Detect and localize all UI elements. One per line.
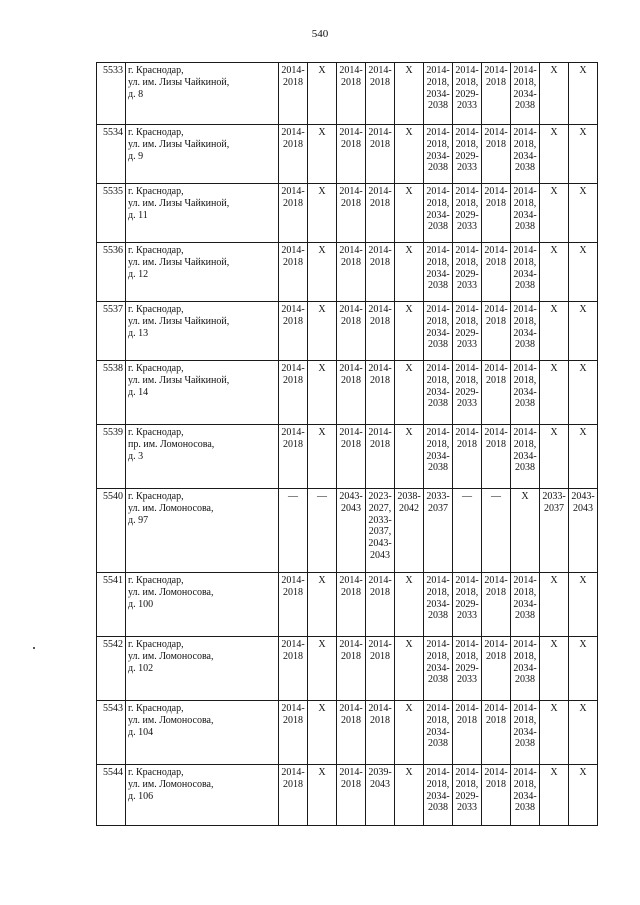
table-row	[97, 302, 598, 361]
address-cell: г. Краснодар, пр. им. Ломоносова, д. 3	[126, 425, 279, 489]
period-cell: 2014- 2018	[366, 573, 395, 637]
address-cell: г. Краснодар, ул. им. Лизы Чайкиной, д. 13	[126, 302, 279, 361]
period-cell: 2014- 2018	[337, 243, 366, 302]
period-cell: 2014- 2018	[366, 302, 395, 361]
period-cell: X	[308, 701, 337, 765]
period-cell: 2014- 2018	[337, 425, 366, 489]
period-cell: 2014- 2018	[279, 361, 308, 425]
period-cell: X	[308, 125, 337, 184]
row-number: 5544	[97, 765, 126, 826]
period-cell: 2014- 2018, 2034- 2038	[424, 701, 453, 765]
period-cell: X	[395, 361, 424, 425]
period-cell: 2039- 2043	[366, 765, 395, 826]
table-row	[97, 425, 598, 489]
period-cell: 2014- 2018	[366, 243, 395, 302]
period-cell: X	[395, 425, 424, 489]
period-cell: X	[540, 302, 569, 361]
period-cell: 2014- 2018	[337, 125, 366, 184]
period-cell: 2014- 2018	[279, 184, 308, 243]
period-cell: X	[569, 243, 598, 302]
period-cell: X	[569, 637, 598, 701]
period-cell: 2014- 2018, 2034- 2038	[511, 425, 540, 489]
period-cell: 2014- 2018	[337, 184, 366, 243]
period-cell: X	[569, 63, 598, 125]
period-cell: 2014- 2018, 2034- 2038	[424, 125, 453, 184]
period-cell: 2014- 2018, 2029- 2033	[453, 361, 482, 425]
period-cell: 2014- 2018	[279, 243, 308, 302]
period-cell: 2033- 2037	[540, 489, 569, 573]
period-cell: 2014- 2018	[366, 701, 395, 765]
period-cell: 2014- 2018	[482, 361, 511, 425]
period-cell: X	[540, 573, 569, 637]
period-cell: 2014- 2018, 2029- 2033	[453, 63, 482, 125]
period-cell: X	[540, 701, 569, 765]
row-number: 5536	[97, 243, 126, 302]
period-cell: 2014- 2018	[366, 361, 395, 425]
period-cell: 2014- 2018	[482, 184, 511, 243]
period-cell: X	[540, 184, 569, 243]
period-cell: X	[569, 184, 598, 243]
period-cell: X	[308, 184, 337, 243]
address-cell: г. Краснодар, ул. им. Лизы Чайкиной, д. 12	[126, 243, 279, 302]
table-row	[97, 701, 598, 765]
period-cell: 2014- 2018	[337, 361, 366, 425]
period-cell: —	[308, 489, 337, 573]
table-row	[97, 63, 598, 125]
address-cell: г. Краснодар, ул. им. Ломоносова, д. 106	[126, 765, 279, 826]
row-number: 5534	[97, 125, 126, 184]
period-cell: X	[540, 361, 569, 425]
period-cell: 2014- 2018	[482, 573, 511, 637]
period-cell: 2014- 2018	[279, 63, 308, 125]
period-cell: 2014- 2018	[453, 701, 482, 765]
period-cell: X	[569, 765, 598, 826]
period-cell: 2014- 2018	[482, 701, 511, 765]
period-cell: X	[395, 701, 424, 765]
table-row	[97, 125, 598, 184]
row-number: 5539	[97, 425, 126, 489]
period-cell: X	[569, 701, 598, 765]
period-cell: 2014- 2018, 2034- 2038	[424, 573, 453, 637]
table-row	[97, 243, 598, 302]
period-cell: X	[308, 637, 337, 701]
period-cell: 2014- 2018	[279, 125, 308, 184]
period-cell: 2014- 2018	[482, 425, 511, 489]
period-cell: 2014- 2018, 2034- 2038	[424, 184, 453, 243]
period-cell: X	[308, 302, 337, 361]
period-cell: 2014- 2018	[279, 701, 308, 765]
period-cell: X	[540, 425, 569, 489]
period-cell: 2014- 2018	[366, 425, 395, 489]
table-row	[97, 637, 598, 701]
period-cell: 2014- 2018, 2034- 2038	[424, 361, 453, 425]
period-cell: 2014- 2018	[337, 701, 366, 765]
stray-mark	[33, 647, 35, 649]
period-cell: X	[395, 637, 424, 701]
period-cell: 2014- 2018, 2034- 2038	[511, 63, 540, 125]
period-cell: 2014- 2018	[366, 63, 395, 125]
period-cell: 2014- 2018, 2034- 2038	[424, 637, 453, 701]
period-cell: 2014- 2018	[366, 125, 395, 184]
period-cell: 2014- 2018, 2034- 2038	[424, 765, 453, 826]
period-cell: 2014- 2018, 2034- 2038	[511, 125, 540, 184]
period-cell: 2014- 2018, 2034- 2038	[424, 302, 453, 361]
period-cell: X	[395, 63, 424, 125]
table-row	[97, 765, 598, 826]
period-cell: X	[569, 302, 598, 361]
table-row	[97, 361, 598, 425]
period-cell: 2033- 2037	[424, 489, 453, 573]
period-cell: 2014- 2018, 2034- 2038	[511, 302, 540, 361]
period-cell: 2014- 2018	[279, 637, 308, 701]
period-cell: 2014- 2018	[482, 637, 511, 701]
period-cell: X	[308, 425, 337, 489]
period-cell: X	[569, 125, 598, 184]
period-cell: 2014- 2018, 2034- 2038	[424, 243, 453, 302]
address-cell: г. Краснодар, ул. им. Ломоносова, д. 104	[126, 701, 279, 765]
row-number: 5538	[97, 361, 126, 425]
period-cell: 2038- 2042	[395, 489, 424, 573]
period-cell: X	[395, 765, 424, 826]
address-cell: г. Краснодар, ул. им. Лизы Чайкиной, д. 11	[126, 184, 279, 243]
registry-table	[96, 62, 598, 826]
period-cell: 2043- 2043	[569, 489, 598, 573]
period-cell: 2014- 2018, 2034- 2038	[511, 243, 540, 302]
period-cell: 2014- 2018, 2034- 2038	[511, 361, 540, 425]
period-cell: 2014- 2018	[279, 573, 308, 637]
period-cell: 2014- 2018	[482, 63, 511, 125]
period-cell: X	[308, 765, 337, 826]
row-number: 5542	[97, 637, 126, 701]
period-cell: 2014- 2018, 2029- 2033	[453, 765, 482, 826]
period-cell: 2014- 2018	[482, 765, 511, 826]
period-cell: X	[511, 489, 540, 573]
period-cell: X	[540, 125, 569, 184]
table-row	[97, 184, 598, 243]
period-cell: 2014- 2018	[337, 637, 366, 701]
period-cell: 2014- 2018	[366, 637, 395, 701]
row-number: 5543	[97, 701, 126, 765]
period-cell: X	[308, 63, 337, 125]
address-cell: г. Краснодар, ул. им. Лизы Чайкиной, д. 8	[126, 63, 279, 125]
address-cell: г. Краснодар, ул. им. Ломоносова, д. 100	[126, 573, 279, 637]
period-cell: 2014- 2018	[337, 302, 366, 361]
period-cell: 2014- 2018, 2029- 2033	[453, 573, 482, 637]
period-cell: 2014- 2018, 2034- 2038	[511, 765, 540, 826]
period-cell: 2014- 2018	[482, 125, 511, 184]
period-cell: 2014- 2018	[482, 302, 511, 361]
period-cell: 2023- 2027, 2033- 2037, 2043- 2043	[366, 489, 395, 573]
address-cell: г. Краснодар, ул. им. Ломоносова, д. 97	[126, 489, 279, 573]
period-cell: 2014- 2018	[366, 184, 395, 243]
period-cell: X	[569, 425, 598, 489]
address-cell: г. Краснодар, ул. им. Лизы Чайкиной, д. 14	[126, 361, 279, 425]
period-cell: 2014- 2018, 2034- 2038	[511, 573, 540, 637]
period-cell: 2014- 2018	[337, 765, 366, 826]
period-cell: 2014- 2018	[279, 302, 308, 361]
period-cell: 2014- 2018, 2034- 2038	[511, 637, 540, 701]
period-cell: X	[395, 184, 424, 243]
address-cell: г. Краснодар, ул. им. Лизы Чайкиной, д. 9	[126, 125, 279, 184]
period-cell: 2014- 2018, 2034- 2038	[424, 425, 453, 489]
period-cell: 2014- 2018	[482, 243, 511, 302]
period-cell: 2014- 2018, 2034- 2038	[424, 63, 453, 125]
period-cell: 2014- 2018, 2029- 2033	[453, 125, 482, 184]
row-number: 5540	[97, 489, 126, 573]
period-cell: —	[482, 489, 511, 573]
period-cell: X	[395, 302, 424, 361]
period-cell: 2014- 2018, 2029- 2033	[453, 184, 482, 243]
row-number: 5535	[97, 184, 126, 243]
period-cell: —	[453, 489, 482, 573]
page-number: 540	[311, 28, 329, 40]
period-cell: 2014- 2018, 2029- 2033	[453, 302, 482, 361]
row-number: 5537	[97, 302, 126, 361]
period-cell: X	[540, 637, 569, 701]
period-cell: 2014- 2018, 2029- 2033	[453, 637, 482, 701]
period-cell: X	[569, 361, 598, 425]
period-cell: X	[308, 361, 337, 425]
period-cell: —	[279, 489, 308, 573]
period-cell: X	[308, 573, 337, 637]
period-cell: 2014- 2018, 2029- 2033	[453, 243, 482, 302]
row-number: 5541	[97, 573, 126, 637]
table-row	[97, 489, 598, 573]
address-cell: г. Краснодар, ул. им. Ломоносова, д. 102	[126, 637, 279, 701]
period-cell: X	[540, 63, 569, 125]
period-cell: 2014- 2018	[337, 573, 366, 637]
period-cell: X	[540, 765, 569, 826]
period-cell: 2014- 2018	[337, 63, 366, 125]
period-cell: X	[540, 243, 569, 302]
period-cell: 2014- 2018	[279, 425, 308, 489]
period-cell: X	[395, 125, 424, 184]
period-cell: 2014- 2018	[453, 425, 482, 489]
period-cell: X	[395, 243, 424, 302]
period-cell: X	[395, 573, 424, 637]
period-cell: 2043- 2043	[337, 489, 366, 573]
period-cell: 2014- 2018	[279, 765, 308, 826]
row-number: 5533	[97, 63, 126, 125]
period-cell: 2014- 2018, 2034- 2038	[511, 184, 540, 243]
period-cell: 2014- 2018, 2034- 2038	[511, 701, 540, 765]
period-cell: X	[308, 243, 337, 302]
table-row	[97, 573, 598, 637]
period-cell: X	[569, 573, 598, 637]
